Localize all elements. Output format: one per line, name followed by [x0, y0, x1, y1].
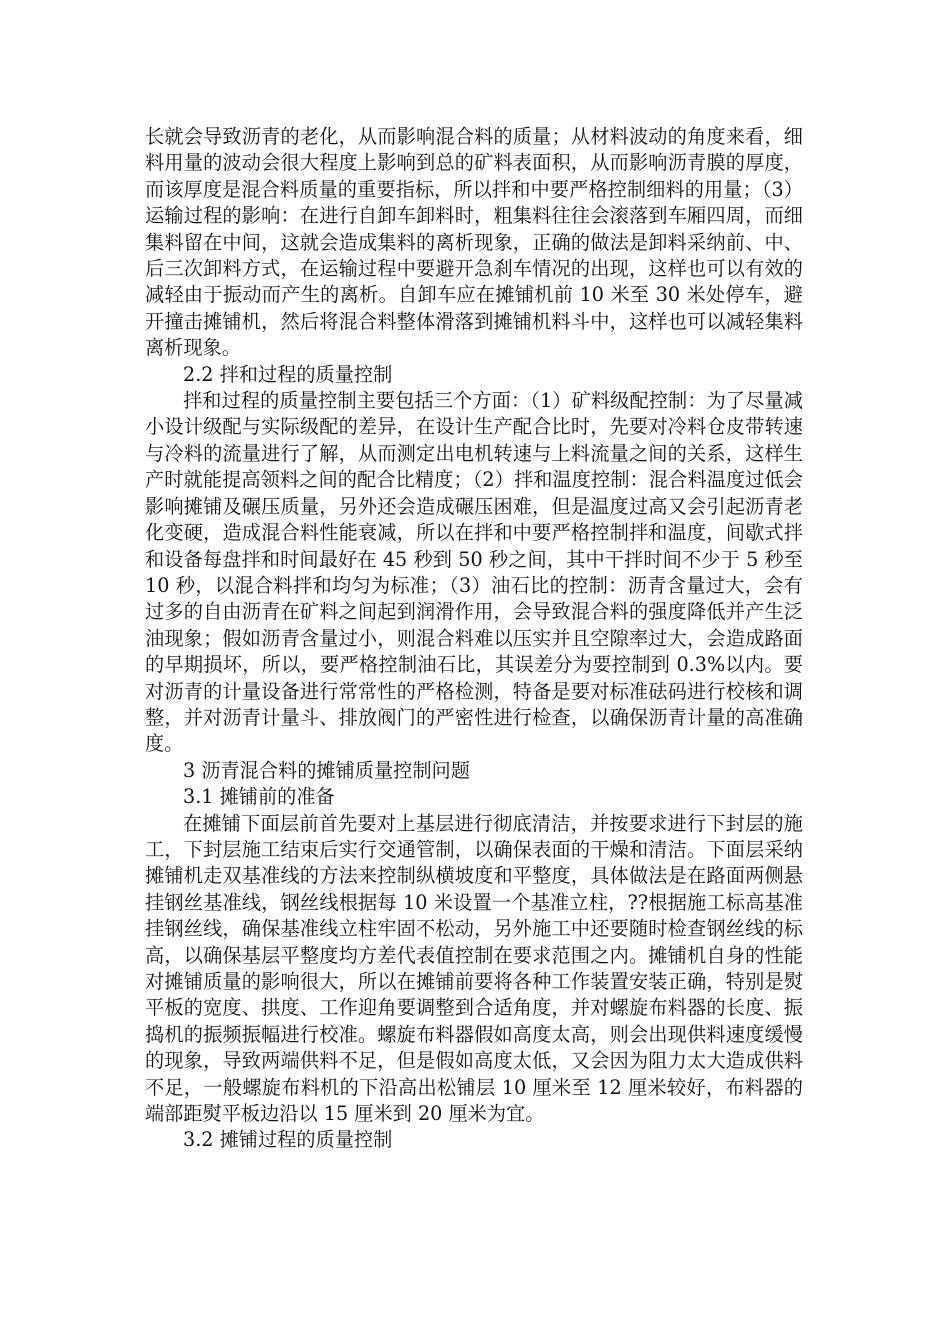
heading-3-1-preparation: 3.1 摊铺前的准备 — [183, 785, 335, 809]
paragraph-mixing-quality: 拌和过程的质量控制主要包括三个方面：（1）矿料级配控制：为了尽量减小设计级配与实际级配的差异，在设计生产配合比时，先要对冷料仓皮带转速与冷料的流量进行了解，从而测定出电机转速与上料流量之间的关系，这样生产时就能提高领料之间的配合比精度；（2）拌和温度控制：混合料温度过低会影响摊铺及碾压质量，另外还会造成碾压困难，但是温度过高又会引起沥青老化变硬，造成混合料性能衰减，所以在拌和中要严格控制拌和温度，间歇式拌和设备每盘拌和时间最好在 45 秒到 50 秒之间，其中干拌时间不少于 5 秒至 10 秒，以混合料拌和均匀为标准；（3）油石比的控制：沥青含量过大，会有过多的自由沥青在矿料之间起到润滑作用，会导致混合料的强度降低并产生泛油现象；假如沥青含量过小，则混合料难以压实并且空隙率过大，会造成路面的早期损坏，所以，要严格控制油石比，其误差分为要控制到 0.3%以内。要对沥青的计量设备进行常常性的严格检测，特备是要对标准砝码进行校核和调整，并对沥青计量斗、排放阀门的严密性进行检查，以确保沥青计量的高准确度。 — [145, 389, 803, 756]
document-page — [145, 124, 803, 1154]
paragraph-transport-influence: 长就会导致沥青的老化，从而影响混合料的质量；从材料波动的角度来看，细料用量的波动会很大程度上影响到总的矿料表面积，从而影响沥青膜的厚度，而该厚度是混合料质量的重要指标，所以拌和中要严格控制细料的用量；（3）运输过程的影响：在进行自卸车卸料时，粗集料往往会滚落到车厢四周，而细集料留在中间，这就会造成集料的离析现象，正确的做法是卸料采纳前、中、后三次卸料方式，在运输过程中要避开急刹车情况的出现，这样也可以有效的减轻由于振动而产生的离析。自卸车应在摊铺机前 10 米至 30 米处停车，避开撞击摊铺机，然后将混合料整体滑落到摊铺机料斗中，这样也可以减轻集料离析现象。 — [145, 125, 803, 360]
heading-3-paving-quality: 3 沥青混合料的摊铺质量控制问题 — [183, 758, 470, 782]
heading-3-2-paving-process: 3.2 摊铺过程的质量控制 — [183, 1128, 393, 1152]
paragraph-preparation: 在摊铺下面层前首先要对上基层进行彻底清洁，并按要求进行下封层的施工，下封层施工结束后实行交通管制，以确保表面的干燥和清洁。下面层采纳摊铺机走双基准线的方法来控制纵横坡度和平整度，具体做法是在路面两侧悬挂钢丝基准线，钢丝线根据每 10 米设置一个基准立柱，??根据施工标高基准挂钢丝线，确保基准线立柱牢固不松动，另外施工中还要随时检查钢丝线的标高，以确保基层平整度均方差代表值控制在要求范围之内。摊铺机自身的性能对摊铺质量的影响很大，所以在摊铺前要将各种工作装置安装正确，特别是熨平板的宽度、拱度、工作迎角要调整到合适角度，并对螺旋布料器的长度、振捣机的振频振幅进行校准。螺旋布料器假如高度太高，则会出现供料速度缓慢的现象，导致两端供料不足，但是假如高度太低，又会因为阻力太大造成供料不足，一般螺旋布料机的下沿高出松铺层 10 厘米至 12 厘米较好，布料器的端部距熨平板边沿以 15 厘米到 20 厘米为宜。 — [145, 811, 803, 1126]
heading-2-2-mixing-quality: 2.2 拌和过程的质量控制 — [183, 362, 393, 386]
